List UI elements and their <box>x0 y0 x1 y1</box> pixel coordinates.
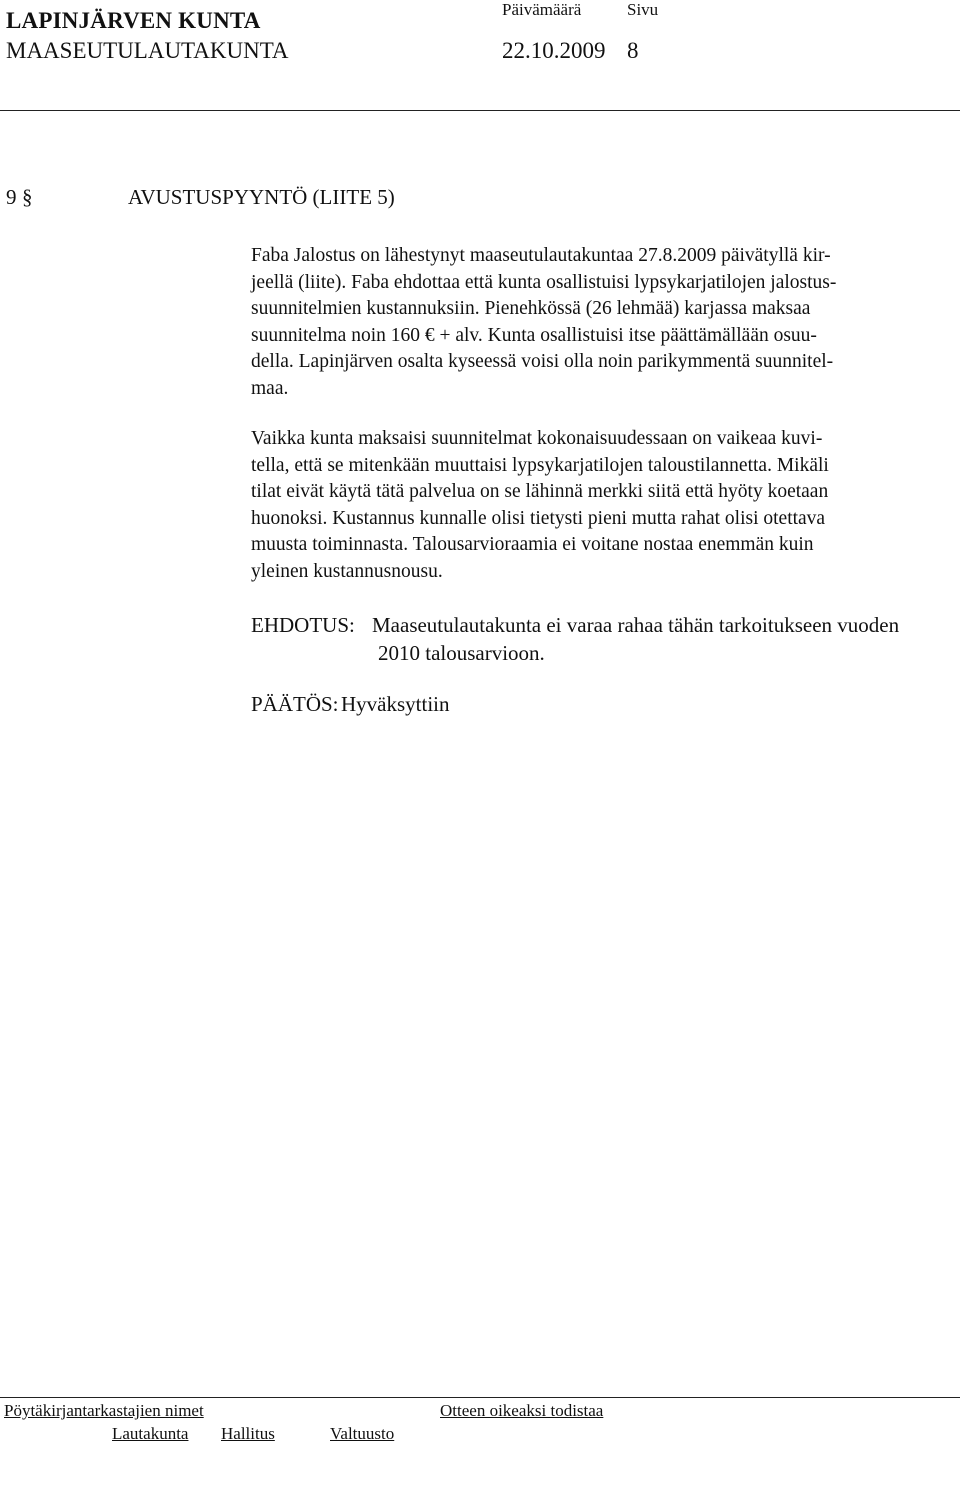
text-line: della. Lapinjärven osalta kyseessä voisi olla noin parikymmentä suunnitel- <box>251 351 834 372</box>
paragraph-sign: § <box>22 185 33 209</box>
text-line: suunnitelma noin 160 € + alv. Kunta osallistuisi itse päättämällään osuu- <box>251 324 817 346</box>
text-line: huonoksi. Kustannus kunnalle olisi tietysti pieni mutta rahat olisi otettava <box>251 507 826 529</box>
text-line: yleinen kustannusnousu. <box>251 560 443 582</box>
proposal-text: Maaseutulautakunta ei varaa rahaa tähän tarkoitukseen vuoden <box>372 613 900 637</box>
header-divider <box>0 110 960 111</box>
certified-copy-label: Otteen oikeaksi todistaa <box>440 1401 604 1420</box>
decision-text: Hyväksyttiin <box>341 692 450 716</box>
text-line: jeellä (liite). Faba ehdottaa että kunta osallistuisi lypsykarjatilojen jalostus- <box>251 271 837 293</box>
proposal-label: EHDOTUS: <box>251 613 355 637</box>
date-label: Päivämäärä <box>502 0 582 19</box>
meeting-date: 22.10.2009 <box>502 38 606 63</box>
text-line: Faba Jalostus on lähestynyt maaseutulautakuntaa 27.8.2009 päivätyllä kir- <box>251 245 831 266</box>
board-label: Lautakunta <box>112 1424 189 1443</box>
minutes-checkers-label: Pöytäkirjantarkastajien nimet <box>4 1401 204 1420</box>
text-line: muusta toiminnasta. Talousarvioraamia ei voitane nostaa enemmän kuin <box>251 534 814 555</box>
text-line: tella, että se mitenkään muuttaisi lypsykarjatilojen taloustilannetta. Mikäli <box>251 454 829 476</box>
body-paragraph-2 <box>251 426 957 585</box>
footer-divider <box>0 1397 960 1398</box>
text-line: Vaikka kunta maksaisi suunnitelmat kokonaisuudessaan on vaikeaa kuvi- <box>251 428 823 449</box>
proposal-text-continued: 2010 talousarvioon. <box>378 641 545 665</box>
text-line: tilat eivät käytä tätä palvelua on se lähinnä merkki siitä että hyöty koetaan <box>251 481 829 502</box>
body-paragraph-1 <box>251 243 957 402</box>
section-title: AVUSTUSPYYNTÖ (LIITE 5) <box>128 185 395 209</box>
section-number: 9 <box>6 185 17 209</box>
council-label: Valtuusto <box>330 1424 395 1443</box>
page-label: Sivu <box>627 0 659 19</box>
government-label: Hallitus <box>221 1424 275 1443</box>
decision-label: PÄÄTÖS: <box>251 692 339 716</box>
page-number: 8 <box>627 38 639 63</box>
organization-name: LAPINJÄRVEN KUNTA <box>6 8 261 33</box>
text-line: maa. <box>251 377 289 399</box>
committee-name: MAASEUTULAUTAKUNTA <box>6 38 289 63</box>
text-line: suunnitelmien kustannuksiin. Pienehkössä (26 lehmää) karjassa maksaa <box>251 298 811 319</box>
